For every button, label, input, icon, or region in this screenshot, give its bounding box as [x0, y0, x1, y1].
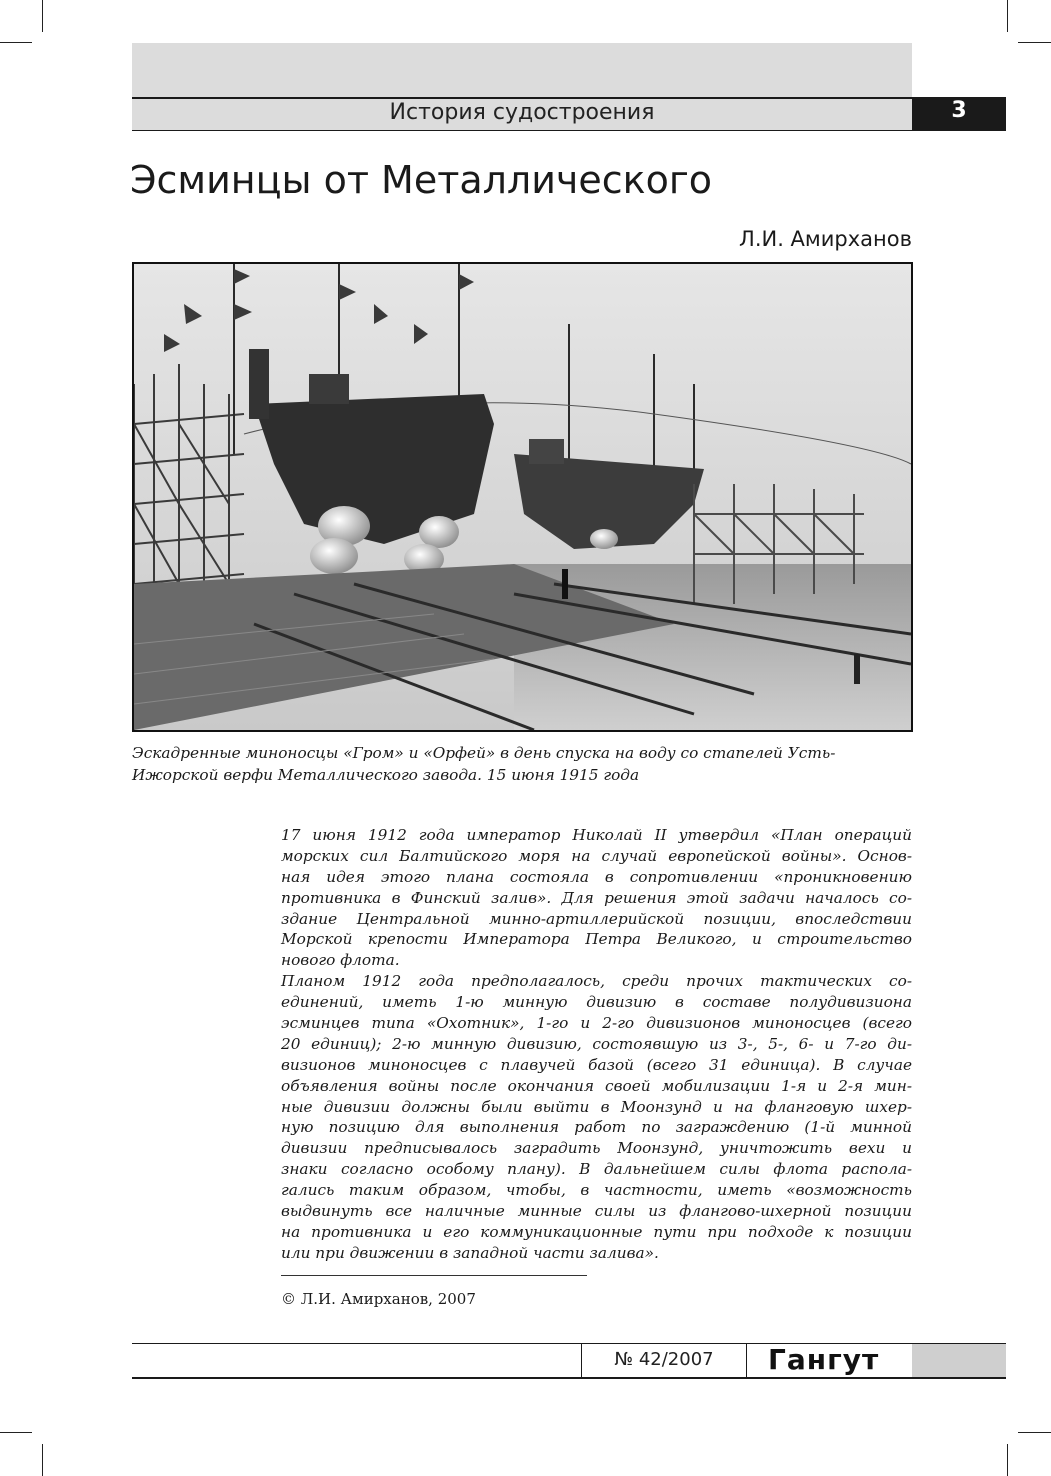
shipyard-photo-illustration: [134, 264, 911, 730]
header-gray-band: [132, 43, 912, 98]
body-line: гались таким образом, чтобы, в частности, иметь «возможность: [281, 1181, 912, 1200]
body-line: морских сил Балтийского моря на случай европейской войны». Основ-: [281, 846, 912, 865]
footer-gray-box: [912, 1344, 1006, 1377]
body-line: 17 июня 1912 года император Николай II утвердил «План операций: [281, 826, 912, 844]
crop-mark: [1018, 42, 1051, 43]
article-author: Л.И. Амирханов: [739, 227, 912, 251]
crop-mark: [1007, 0, 1008, 32]
body-line: эсминцев типа «Охотник», 1-го и 2-го дивизионов миноносцев (всего: [281, 1014, 912, 1033]
copyright-note: © Л.И. Амирханов, 2007: [281, 1290, 476, 1308]
crop-mark: [1007, 1444, 1008, 1476]
footer-bottom-rule: [132, 1377, 1006, 1379]
body-line: ную позицию для выполнения работ по заграждению (1-й минной: [281, 1118, 912, 1137]
section-title: История судостроения: [389, 100, 655, 125]
body-line: ная идея этого плана состояла в сопротивлении «проникновению: [281, 867, 912, 886]
section-header: [132, 97, 912, 131]
crop-mark: [0, 42, 32, 43]
crop-mark: [0, 1432, 32, 1433]
page-number-box: [912, 97, 1006, 131]
body-line: Планом 1912 года предполагалось, среди прочих тактических со-: [281, 972, 912, 991]
body-line: на противника и его коммуникационные пути при подходе к позиции: [281, 1222, 912, 1241]
body-line: здание Центральной минно-артиллерийской позиции, впоследствии: [281, 909, 912, 928]
body-line: нового флота.: [281, 951, 400, 970]
footnote-rule: [281, 1275, 587, 1276]
page-number: 3: [951, 98, 967, 123]
body-line: 20 единиц); 2-ю минную дивизию, состоявшую из 3-, 5-, 6- и 7-го ди-: [281, 1034, 912, 1053]
body-line: выдвинуть все наличные минные силы из флангово-шхерной позиции: [281, 1202, 912, 1221]
body-line: объявления войны после окончания своей мобилизации 1-я и 2-я мин-: [281, 1076, 912, 1095]
crop-mark: [1018, 1432, 1051, 1433]
body-line: Морской крепости Императора Петра Великого, и строительство: [281, 930, 912, 949]
body-line: единений, иметь 1-ю минную дивизию в составе полудивизиона: [281, 993, 912, 1012]
crop-mark: [42, 1444, 43, 1476]
caption-line: Эскадренные миноносцы «Гром» и «Орфей» в день спуска на воду со стапелей Усть-: [132, 744, 836, 762]
body-line: визионов миноносцев с плавучей базой (всего 31 единица). В случае: [281, 1055, 912, 1074]
body-line: или при движении в западной части залива».: [281, 1243, 659, 1262]
article-title: Эсминцы от Металлического: [130, 158, 713, 202]
issue-number: № 42/2007: [614, 1349, 714, 1370]
footer-divider: [746, 1343, 747, 1379]
photo-caption: [132, 742, 912, 786]
crop-mark: [42, 0, 43, 32]
article-body: [281, 825, 912, 1264]
magazine-logo: Гангут: [768, 1343, 880, 1376]
body-line: противника в Финский залив». Для решения этой задачи началось со-: [281, 888, 912, 907]
body-line: знаки согласно особому плану). В дальнейшем силы флота распола-: [281, 1160, 912, 1179]
caption-line: Ижорской верфи Металлического завода. 15 июня 1915 года: [132, 766, 640, 784]
body-line: дивизии предписывалось заградить Моонзунд, уничтожить вехи и: [281, 1139, 912, 1158]
body-line: ные дивизии должны были выйти в Моонзунд и на фланговую шхер-: [281, 1097, 912, 1116]
shipyard-photo: [132, 262, 913, 732]
